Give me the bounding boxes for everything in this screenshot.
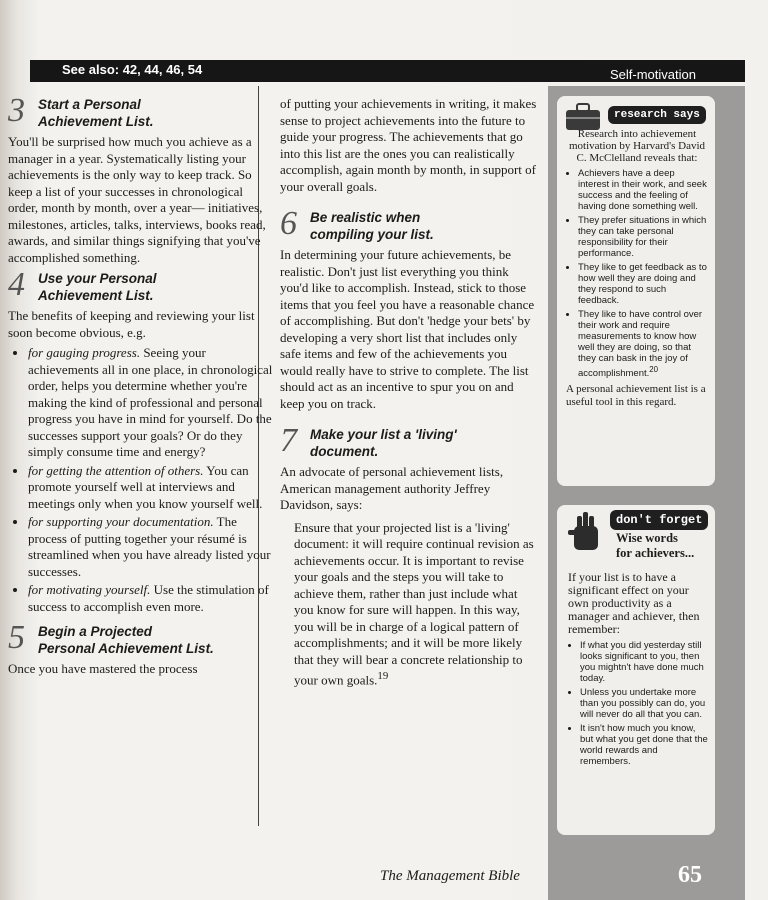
dont-forget-tag: don't forget	[610, 510, 708, 530]
quotation: Ensure that your projected list is a 'living' document: it will require continual revision as achievements occur. It is important to revise your goals and the steps you will take to achieve them, rather than just include what you know for sure will happen. In this way, you will be in charge of a logical pattern of accomplishments; and it will be more likely that they will bear a concrete relationship to your own goals.$^{19}$	[294, 519, 534, 688]
list-item: • Achievers have a deep interest in their work, and seek success and the feeling of having done something well.	[578, 168, 708, 212]
dont-forget-list	[568, 640, 710, 767]
column-left	[8, 92, 273, 682]
hand-icon	[566, 508, 606, 556]
benefit-list	[8, 345, 273, 615]
step-5-heading	[8, 619, 273, 657]
dont-forget-content	[568, 571, 710, 771]
paragraph: The benefits of keeping and reviewing your list soon become obvious, e.g.	[8, 308, 255, 340]
step-number: 3	[8, 92, 25, 129]
book-title: The Management Bible	[380, 868, 520, 884]
step-7-heading	[280, 422, 538, 460]
footnote-ref: 20	[649, 365, 659, 374]
step-6-heading	[280, 205, 538, 243]
list-item: • for gauging progress. Seeing your achievements all in one place, in chronological order, helps you determine whether you're making the kind of professional and personal progress you have in mind for yourself. Do the successes support your goals? Or do they simply consume time and energy?	[28, 345, 273, 461]
wise-words-heading: Wise words for achievers...	[616, 531, 695, 560]
paragraph: An advocate of personal achievement lists, American management authority Jeffrey Davidson, says:	[280, 464, 504, 512]
research-content	[566, 128, 708, 408]
dont-forget-intro: If your list is to have a significant effect on your own productivity as a manager and achiever, then remember:	[568, 570, 700, 636]
list-item: • for supporting your documentation. The process of putting together your résumé is streamlined when you have already listed your successes.	[28, 514, 273, 580]
paragraph: In determining your future achievements, be realistic. Don't just list everything you think you'd like to accomplish. Instead, stick to those items that you feel you have a reasonable chance of accomplishing. But don't 'hedge your bets' by developing a very short list that includes only safe items and few of the achievements you would really have to strive to complete. The list should act as an incentive to spur you on and keep you on track.	[280, 247, 535, 411]
list-item: • They like to get feedback as to how well they are doing and they respond to such feedback.	[578, 262, 708, 306]
footnote-ref: 19	[377, 670, 389, 682]
step-title: Use your Personal Achievement List.	[38, 271, 157, 303]
step-title: Start a Personal Achievement List.	[38, 97, 154, 129]
list-item: • They like to have control over their work and require measurements to know how well they are doing, so that they can bask in the joy of accomplishment.$^{20}$	[578, 309, 708, 379]
step-number: 5	[8, 619, 25, 656]
list-item: • for motivating yourself. Use the stimulation of success to accomplish even more.	[28, 582, 273, 615]
column-middle	[280, 96, 538, 689]
list-item: • Unless you undertake more than you possibly can do, you will never do all that you can.	[580, 687, 710, 720]
step-4-heading	[8, 266, 273, 304]
step-title: Be realistic when compiling your list.	[310, 210, 434, 242]
step-number: 6	[280, 205, 297, 242]
paragraph: Once you have mastered the process	[8, 661, 198, 676]
research-intro: Research into achievement motivation by Harvard's David C. McClelland reveals that:	[568, 128, 706, 164]
section-title: Self-motivation	[610, 67, 696, 82]
research-list	[566, 168, 708, 379]
research-outro: A personal achievement list is a useful tool in this regard.	[566, 383, 706, 408]
paragraph: of putting your achievements in writing, it makes sense to project achievements into the future to guide your progress. The achievements that go into this list are the ones you can realistically accomplish, again month by month, in support of your overall goals.	[280, 96, 537, 194]
step-title: Begin a Projected Personal Achievement List.	[38, 624, 214, 656]
step-3-heading	[8, 92, 273, 130]
research-says-tag: research says	[608, 106, 706, 124]
step-number: 4	[8, 266, 25, 303]
paragraph: You'll be surprised how much you achieve as a manager in a year. Systematically listing your achievements is the only way to keep track. So keep a list of your successes in chronological order, month by month, over a year— initiatives, milestones, articles, talks, interviews, books read, awards, and similar things signifying that you've accomplished something.	[8, 134, 266, 265]
page-number: 65	[678, 862, 702, 888]
step-title: Make your list a 'living' document.	[310, 427, 457, 459]
list-item: • They prefer situations in which they can take personal responsibility for their performance.	[578, 215, 708, 259]
list-item: • If what you did yesterday still looks significant to you, then you mightn't have done much today.	[580, 640, 710, 684]
see-also: See also: 42, 44, 46, 54	[62, 62, 203, 77]
step-number: 7	[280, 422, 297, 459]
list-item: • It isn't how much you know, but what you get done that the world rewards and remembers.	[580, 723, 710, 767]
list-item: • for getting the attention of others. You can promote yourself well at interviews and meetings only when you know yourself well.	[28, 463, 273, 513]
